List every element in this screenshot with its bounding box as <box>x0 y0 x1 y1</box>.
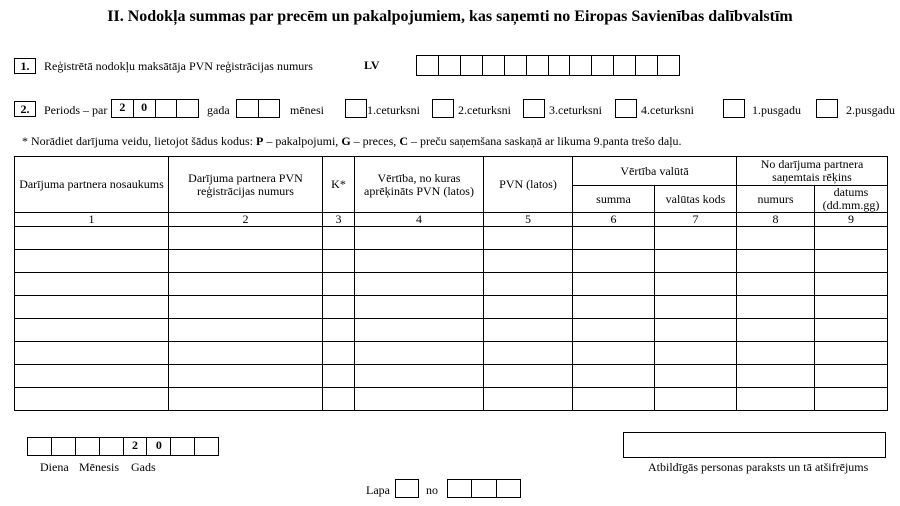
table-cell[interactable] <box>484 273 573 296</box>
table-cell[interactable] <box>15 273 169 296</box>
table-cell[interactable] <box>655 227 737 250</box>
table-cell[interactable] <box>573 342 655 365</box>
vat-number-cell[interactable] <box>505 56 527 75</box>
col-code-header: K* <box>323 157 355 213</box>
vat-number-cell[interactable] <box>417 56 439 75</box>
table-cell[interactable] <box>737 296 815 319</box>
date-cell[interactable] <box>76 438 100 455</box>
field-1-number: 1. <box>14 58 36 74</box>
code-note <box>22 134 682 149</box>
section-title: II. Nodokļa summas par precēm un pakalpojumiem, kas saņemti no Eiropas Savienības dalībvalstīm <box>107 8 793 25</box>
period-q1-label: 1.ceturksni <box>367 103 420 117</box>
field-1-label: Reģistrētā nodokļu maksātāja PVN reģistrācijas numurs <box>44 59 313 73</box>
table-cell[interactable] <box>737 388 815 411</box>
period-label: Periods – par <box>44 103 108 117</box>
group-currency-value-header: Vērtība valūtā <box>573 157 737 186</box>
period-q1-checkbox[interactable] <box>345 99 367 118</box>
page-total-cell[interactable] <box>472 480 496 497</box>
vat-number-input[interactable] <box>416 55 680 76</box>
period-q4-checkbox[interactable] <box>615 99 637 118</box>
code-p-text: – pakalpojumi, <box>263 134 342 148</box>
date-label-month: Mēnesis <box>79 460 119 474</box>
page-label: Lapa <box>366 483 390 497</box>
table-cell[interactable] <box>815 319 888 342</box>
table-cell[interactable] <box>655 342 737 365</box>
year-input[interactable] <box>111 99 199 118</box>
table-cell[interactable] <box>355 342 484 365</box>
page-number-input[interactable] <box>395 479 419 498</box>
period-h2-checkbox[interactable] <box>816 99 838 118</box>
vat-number-cell[interactable] <box>461 56 483 75</box>
page-total-cell[interactable] <box>497 480 520 497</box>
month-cell[interactable] <box>259 100 280 117</box>
table-cell[interactable] <box>323 250 355 273</box>
table-cell[interactable] <box>323 319 355 342</box>
table-cell[interactable] <box>655 365 737 388</box>
page-total-cell[interactable] <box>448 480 472 497</box>
period-h1-checkbox[interactable] <box>723 99 745 118</box>
col-partner-vat-header: Darījuma partnera PVN reģistrācijas numurs <box>169 157 323 213</box>
table-cell[interactable] <box>737 342 815 365</box>
code-c: C <box>399 134 408 148</box>
table-cell[interactable] <box>15 250 169 273</box>
year-cell[interactable] <box>177 100 198 117</box>
table-cell[interactable] <box>737 273 815 296</box>
table-cell[interactable] <box>169 273 323 296</box>
date-label-year: Gads <box>131 460 156 474</box>
column-number: 5 <box>484 213 573 227</box>
col-taxable-value-header: Vērtība, no kuras aprēķināts PVN (latos) <box>355 157 484 213</box>
page-of-label: no <box>426 483 438 497</box>
transactions-table <box>14 156 888 411</box>
table-cell[interactable] <box>15 319 169 342</box>
date-cell[interactable]: 2 <box>124 438 148 455</box>
lv-prefix: LV <box>364 58 380 72</box>
table-cell[interactable] <box>169 227 323 250</box>
table-cell[interactable] <box>737 227 815 250</box>
column-number: 2 <box>169 213 323 227</box>
period-q3-checkbox[interactable] <box>523 99 545 118</box>
table-cell[interactable] <box>573 227 655 250</box>
vat-number-cell[interactable] <box>658 56 679 75</box>
table-cell[interactable] <box>737 319 815 342</box>
table-row <box>15 273 888 296</box>
period-h2-label: 2.pusgadu <box>846 103 895 117</box>
table-cell[interactable] <box>484 296 573 319</box>
col-vat-header: PVN (latos) <box>484 157 573 213</box>
table-cell[interactable] <box>169 365 323 388</box>
period-q2-checkbox[interactable] <box>432 99 454 118</box>
table-cell[interactable] <box>323 342 355 365</box>
table-cell[interactable] <box>573 273 655 296</box>
table-cell[interactable] <box>815 273 888 296</box>
table-cell[interactable] <box>355 250 484 273</box>
col-invoice-number-header: numurs <box>737 186 815 213</box>
year-cell[interactable]: 2 <box>112 100 134 117</box>
col-sum-header: summa <box>573 186 655 213</box>
table-row <box>15 319 888 342</box>
table-cell[interactable] <box>323 296 355 319</box>
vat-number-cell[interactable] <box>614 56 636 75</box>
table-cell[interactable] <box>655 296 737 319</box>
table-cell[interactable] <box>484 250 573 273</box>
column-number: 9 <box>815 213 888 227</box>
table-cell[interactable] <box>573 250 655 273</box>
table-cell[interactable] <box>323 365 355 388</box>
code-g: G <box>341 134 351 148</box>
date-label-day: Diena <box>40 460 69 474</box>
column-number: 8 <box>737 213 815 227</box>
table-cell[interactable] <box>484 227 573 250</box>
column-number: 1 <box>15 213 169 227</box>
date-input[interactable] <box>27 437 219 456</box>
table-cell[interactable] <box>15 227 169 250</box>
table-cell[interactable] <box>484 319 573 342</box>
table-row <box>15 296 888 319</box>
table-cell[interactable] <box>815 365 888 388</box>
col-currency-code-header: valūtas kods <box>655 186 737 213</box>
table-cell[interactable] <box>169 319 323 342</box>
table-cell[interactable] <box>484 388 573 411</box>
page-total-input[interactable] <box>447 479 521 498</box>
table-cell[interactable] <box>355 273 484 296</box>
table-cell[interactable] <box>169 342 323 365</box>
vat-number-cell[interactable] <box>592 56 614 75</box>
col-partner-name-header: Darījuma partnera nosaukums <box>15 157 169 213</box>
table-row <box>15 388 888 411</box>
table-cell[interactable] <box>169 250 323 273</box>
date-cell[interactable] <box>100 438 124 455</box>
table-cell[interactable] <box>655 250 737 273</box>
table-row <box>15 227 888 250</box>
table-cell[interactable] <box>355 296 484 319</box>
code-g-text: – preces, <box>350 134 400 148</box>
table-cell[interactable] <box>169 296 323 319</box>
table-cell[interactable] <box>355 388 484 411</box>
vat-number-cell[interactable] <box>483 56 505 75</box>
table-cell[interactable] <box>323 273 355 296</box>
column-number: 6 <box>573 213 655 227</box>
year-cell[interactable] <box>156 100 178 117</box>
table-cell[interactable] <box>655 388 737 411</box>
signature-box[interactable] <box>623 432 886 458</box>
vat-number-cell[interactable] <box>439 56 461 75</box>
column-number: 3 <box>323 213 355 227</box>
signature-label: Atbildīgās personas paraksts un tā atšifrējums <box>648 460 869 474</box>
table-cell[interactable] <box>355 365 484 388</box>
month-cell[interactable] <box>237 100 259 117</box>
table-cell[interactable] <box>15 342 169 365</box>
year-cell[interactable]: 0 <box>134 100 156 117</box>
code-p: P <box>255 134 264 148</box>
note-prefix: * Norādiet darījuma veidu, lietojot šādus kodus: <box>22 134 256 148</box>
table-cell[interactable] <box>737 250 815 273</box>
table-cell[interactable] <box>323 227 355 250</box>
vat-number-cell[interactable] <box>636 56 658 75</box>
table-cell[interactable] <box>484 342 573 365</box>
column-number: 7 <box>655 213 737 227</box>
vat-number-cell[interactable] <box>549 56 571 75</box>
table-cell[interactable] <box>573 296 655 319</box>
table-cell[interactable] <box>355 227 484 250</box>
col-invoice-date-header: datums (dd.mm.gg) <box>815 186 888 213</box>
period-h1-label: 1.pusgadu <box>752 103 801 117</box>
table-cell[interactable] <box>655 319 737 342</box>
table-cell[interactable] <box>737 365 815 388</box>
month-input[interactable] <box>236 99 280 118</box>
table-cell[interactable] <box>573 319 655 342</box>
table-row <box>15 365 888 388</box>
period-q2-label: 2.ceturksni <box>458 103 511 117</box>
column-number: 4 <box>355 213 484 227</box>
table-cell[interactable] <box>815 296 888 319</box>
table-cell[interactable] <box>815 250 888 273</box>
table-cell[interactable] <box>355 319 484 342</box>
table-cell[interactable] <box>573 365 655 388</box>
table-cell[interactable] <box>323 388 355 411</box>
table-cell[interactable] <box>573 388 655 411</box>
table-cell[interactable] <box>815 342 888 365</box>
table-cell[interactable] <box>815 227 888 250</box>
date-cell[interactable] <box>28 438 52 455</box>
date-cell[interactable] <box>52 438 76 455</box>
table-cell[interactable] <box>815 388 888 411</box>
date-cell[interactable] <box>171 438 195 455</box>
date-cell[interactable] <box>195 438 218 455</box>
table-cell[interactable] <box>484 365 573 388</box>
field-2-number: 2. <box>14 101 36 117</box>
month-suffix-label: mēnesi <box>290 103 324 117</box>
group-invoice-header: No darījuma partnera saņemtais rēķins <box>737 157 888 186</box>
period-q4-label: 4.ceturksni <box>641 103 694 117</box>
table-row <box>15 342 888 365</box>
period-q3-label: 3.ceturksni <box>549 103 602 117</box>
table-cell[interactable] <box>655 273 737 296</box>
table-cell[interactable] <box>15 388 169 411</box>
table-cell[interactable] <box>15 365 169 388</box>
code-c-text: – preču saņemšana saskaņā ar likuma 9.panta trešo daļu. <box>407 134 682 148</box>
table-row <box>15 250 888 273</box>
table-cell[interactable] <box>169 388 323 411</box>
year-suffix-label: gada <box>207 103 230 117</box>
table-cell[interactable] <box>15 296 169 319</box>
vat-number-cell[interactable] <box>570 56 592 75</box>
date-cell[interactable]: 0 <box>147 438 171 455</box>
vat-number-cell[interactable] <box>527 56 549 75</box>
